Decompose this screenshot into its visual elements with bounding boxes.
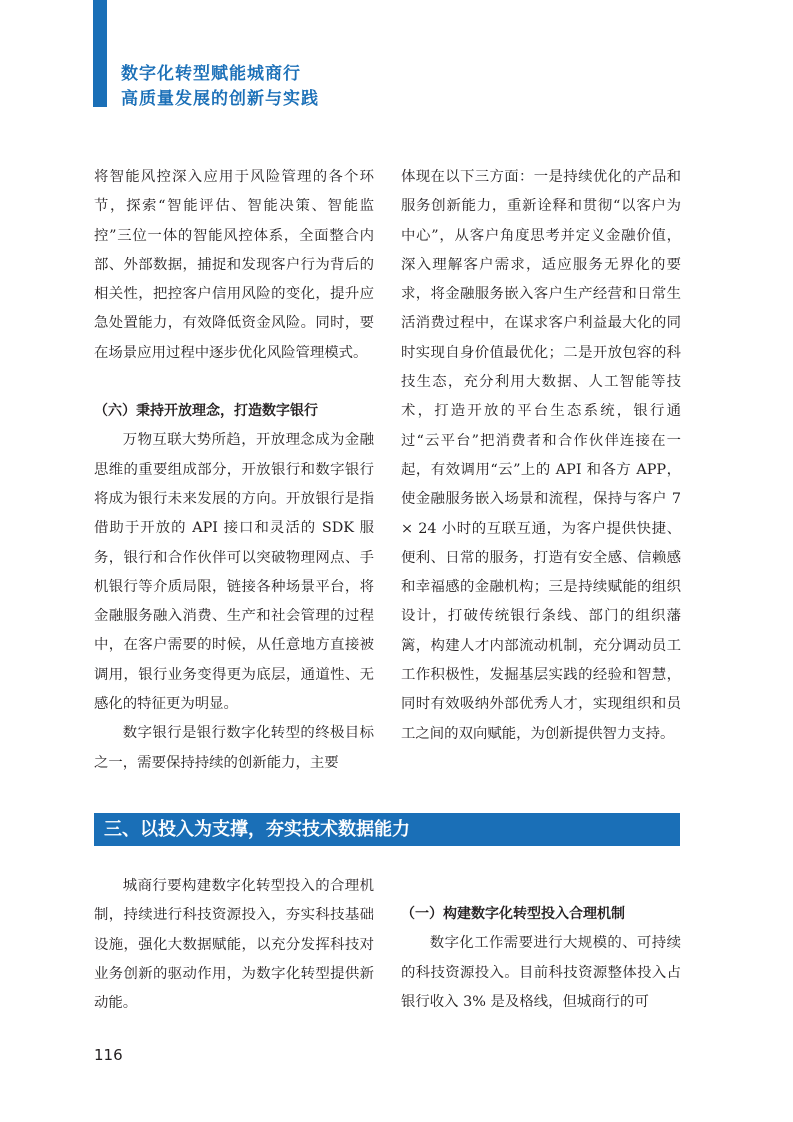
- body-paragraph: 数字银行是银行数字化转型的终极目标之一，需要保持持续的创新能力，主要: [94, 725, 374, 771]
- header-title-line-2: 高质量发展的创新与实践: [121, 89, 319, 109]
- right-column: [401, 163, 681, 749]
- body-paragraph: 数字化工作需要进行大规模的、可持续的科技资源投入。目前科技资源整体投入占银行收入 3% 是及格线，但城商行的可: [401, 935, 681, 1010]
- page-number: 116: [94, 1046, 123, 1064]
- section-heading: 三、以投入为支撑，夯实技术数据能力: [94, 813, 680, 846]
- header-title-line-1: 数字化转型赋能城商行: [121, 64, 301, 84]
- left-column: [94, 163, 374, 778]
- running-header: [121, 62, 381, 112]
- body-paragraph: 城商行要构建数字化转型投入的合理机制，持续进行科技资源投入，夯实科技基础设施，强化大数据赋能，以充分发挥科技对业务创新的驱动作用，为数字化转型提供新动能。: [94, 878, 374, 1012]
- body-paragraph: 万物互联大势所趋，开放理念成为金融思维的重要组成部分，开放银行和数字银行将成为银行未来发展的方向。开放银行是指借助于开放的 API 接口和灵活的 SDK 服务，银行和合作伙伴可以突破物理网点、手机银行等介质局限，链接各种场景平台，将金融服务融入消费、生产和社会管理的过程中，在客户需要的时候，从任意地方直接被调用，银行业务变得更为底层，通道性、无感化的特征更为明显。: [94, 432, 374, 713]
- body-paragraph: 体现在以下三方面：一是持续优化的产品和服务创新能力，重新诠释和贯彻“以客户为中心”，从客户角度思考并定义金融价值，深入理解客户需求，适应服务无界化的要求，将金融服务嵌入客户生产经营和日常生活消费过程中，在谋求客户利益最大化的同时实现自身价值最优化；二是开放包容的科技生态，充分利用大数据、人工智能等技术，打造开放的平台生态系统，银行通过“云平台”把消费者和合作伙伴连接在一起，有效调用“云”上的 API 和各方 APP，使金融服务嵌入场景和流程，保持与客户 7 × 24 小时的互联互通，为客户提供快捷、便利、日常的服务，打造有安全感、信赖感和幸福感的金融机构；三是持续赋能的组织设计，打破传统银行条线、部门的组织藩篱，构建人才内部流动机制，充分调动员工工作积极性，发掘基层实践的经验和智慧，同时有效吸纳外部优秀人才，实现组织和员工之间的双向赋能，为创新提供智力支持。: [401, 169, 681, 742]
- section-right-column: [401, 900, 681, 1017]
- subheading: （一）构建数字化转型投入合理机制: [401, 906, 625, 922]
- header-accent-bar: [93, 0, 107, 107]
- subheading: （六）秉持开放理念，打造数字银行: [94, 403, 318, 420]
- section-left-column: [94, 872, 374, 1018]
- body-paragraph: 将智能风控深入应用于风险管理的各个环节，探索“智能评估、智能决策、智能监控”三位一体的智能风控体系，全面整合内部、外部数据，捕捉和发现客户行为背后的相关性，把控客户信用风险的变化，提升应急处置能力，有效降低资金风险。同时，要在场景应用过程中逐步优化风险管理模式。: [94, 169, 374, 361]
